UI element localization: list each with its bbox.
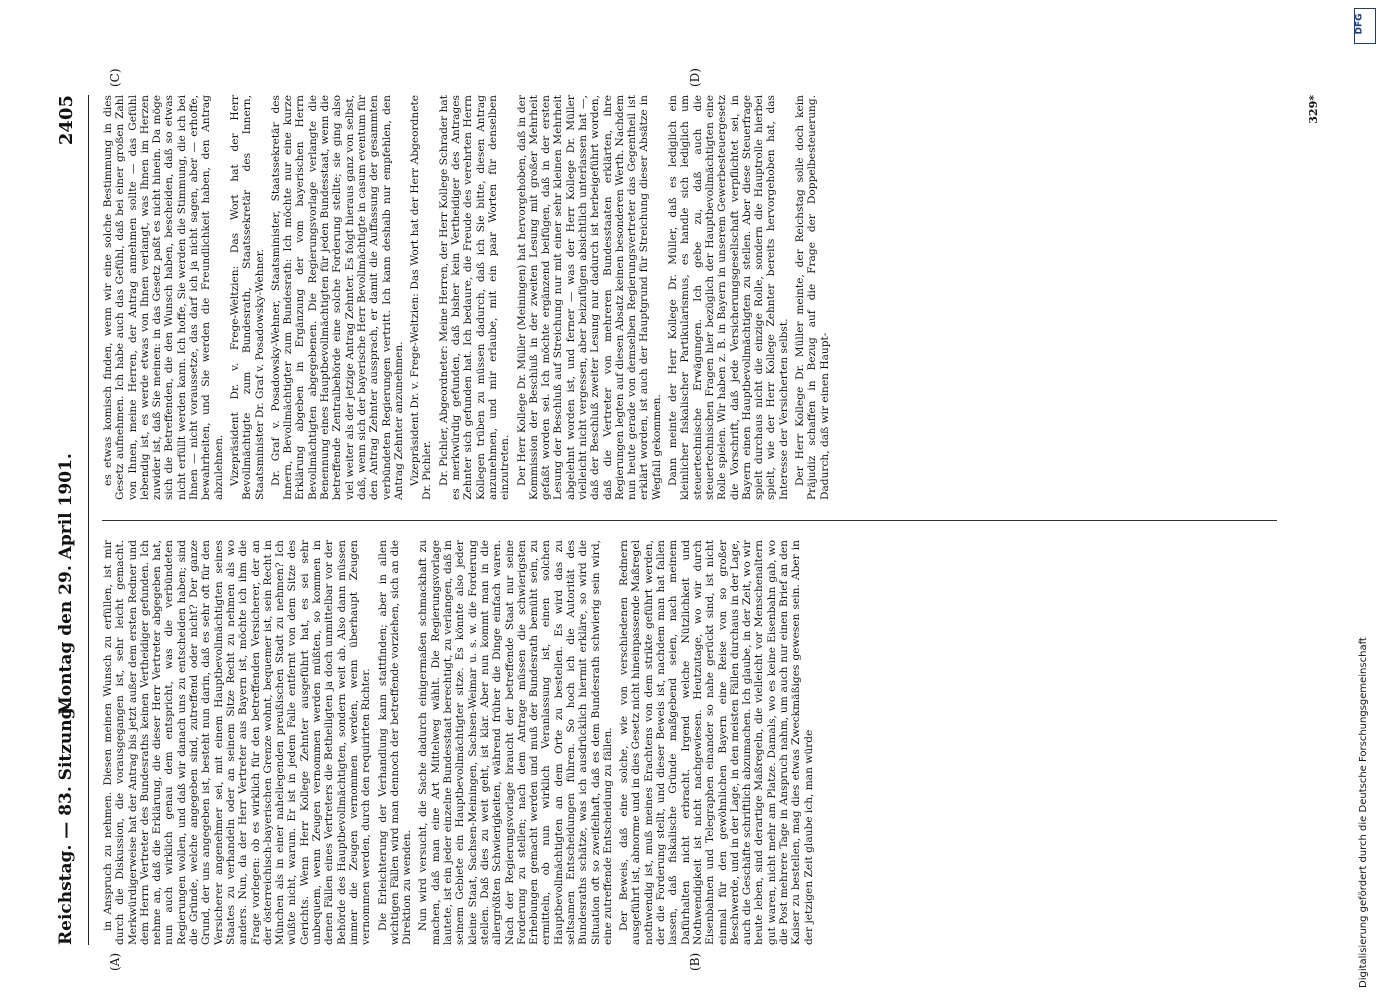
- margin-mark-c: (C): [108, 68, 122, 87]
- header-date: Montag den 29. April 1901.: [56, 453, 76, 715]
- digitization-note: Digitalisierung gefördert durch die Deutsche Forschungsgemeinschaft: [1358, 637, 1369, 988]
- paragraph: Der Herr Kollege Dr. Müller (Meiningen) hat hervorgehoben, daß in der Kommission der Beschluß in der zweiten Lesung mit großer Mehrheit gefaßt worden sei. Ich möchte ergänzend beifügen, daß in der ersten Lesung der Beschluß auf Streichung nur mit einer sehr kleinen Mehrheit abgelehnt worden ist, und ferner — was der Herr Kollege Dr. Müller vielleicht nicht vergessen, aber beizufügen absichtlich unterlassen hat —, daß der Beschluß zweiter Lesung nur dadurch ist herbeigeführt worden, daß die Vertreter von mehreren Bundesstaaten erklärten, ihre Regierungen legten auf diesen Absatz keinen besonderen Werth. Nachdem nun heute gerade von demselben Regierungsvertreter das Gegentheil ist erklärt worden, ist auch der Hauptgrund für Streichung dieser Absätze in Wegfall gekommen.: [515, 95, 663, 500]
- paragraph: Die Erleichterung der Verhandlung kann stattfinden; aber in allen wichtigen Fällen wird man dennoch der betreffende vorziehen, sich an die Direktion zu wenden.: [376, 540, 414, 945]
- page-number: 2405: [56, 95, 77, 146]
- right-column: [102, 95, 1282, 500]
- running-header: [56, 95, 84, 945]
- dfg-logo: DFG: [1354, 8, 1376, 44]
- document-page: [48, 68, 1320, 971]
- paragraph: Der Herr Kollege Dr. Müller meinte, der Reichstag solle doch kein Präjudiz schaffen in Bezug auf die Frage der Doppelbesteuerung. Dadurch, daß wir einen Haupt-: [794, 95, 831, 500]
- header-rule: [88, 95, 89, 945]
- paragraph: in Anspruch zu nehmen. Diesen meinen Wunsch zu erfüllen, ist mir durch die Diskussion, die vorausgegangen ist, sehr leicht gemacht. Merkwürdigerweise hat der Antrag bis jetzt außer dem ersten Redner und dem Herrn Vertreter des Bundesraths keinen Vertheidiger gefunden. Ich nehme an, daß die Erklärung, die dieser Herr Vertreter abgegeben hat, nun auch wirklich genau dem entspricht, was die verbündeten Regierungen wollen, und daß wir danach uns zu entscheiden haben; sind die Gründe, welche angegeben sind, zutreffend oder nicht? Der ganze Grund, der uns angegeben ist, besteht nun darin, daß es sehr oft für den Versicherer angenehmer sei, mit einem Hauptbevollmächtigten seines Staates zu verhandeln oder an seinem Sitze Recht zu nehmen als wo anders. Nun, da der Herr Vertreter aus Bayern ist, möchte ich ihm die Frage vorlegen: ob es wirklich für den betreffenden Versicherer, der an der österreichisch-bayerischen Grenze wohnt, bequemer ist, sein Recht in München als in einer naheliegenden preußischen Stadt zu nehmen? Ich wüßte nicht, warum. Er ist in jedem Falle entfernt von dem Sitze des Gerichts. Wenn Herr Kollege Zehnter ausgeführt hat, es sei sehr unbequem, wenn Zeugen vernommen werden müßten, so kommen in denen Fällen eines Vertreters die Betheiligten ja doch unmittelbar vor der Behörde des Hauptbevollmächtigten, sondern weit ab. Also dann müssen immer die Zeugen vernommen werden, wenn überhaupt Zeugen vernommen werden, durch den requirirten Richter.: [102, 540, 373, 945]
- left-column: [102, 540, 1282, 945]
- paragraph: Dr. Pichler, Abgeordneter: Meine Herren, der Herr Kollege Schrader hat es merkwürdig gefunden, daß bisher kein Vertheidiger des Antrages Zehnter sich gefunden hat. Ich bedaure, die Freude des verehrten Herrn Kollegen trüben zu müssen dadurch, daß ich Sie bitte, diesen Antrag anzunehmen, und mir erlaube, mit ein paar Worten für denselben einzutreten.: [437, 95, 512, 500]
- paragraph: Dr. Graf v. Posadowsky-Wehner, Staatsminister, Staatssekretär des Innern, Bevollmächtigter zum Bundesrath: Ich möchte nur eine kurze Erklärung abgeben in Ergänzung der vom bayerischen Herrn Bevollmächtigten abgegebenen. Die Regierungsvorlage verlangte die Benennung eines Hauptbevollmächtigten für jeden Bundesstaat, wenn die betreffende Zentralbehörde eine solche Forderung stellte; sie ging also viel weiter als der jetzige Antrag Zehnter. Es folgt hieraus ganz von selbst, daß, wenn sich der bayerische Herr Bevollmächtigte in casum eventum für den Antrag Zehnter aussprach, er damit die Auffassung der gesammten verbündeten Regierungen vertritt. Ich kann deshalb nur empfehlen, den Antrag Zehnter anzunehmen.: [269, 95, 405, 500]
- paragraph: es etwas komisch finden, wenn wir eine solche Bestimmung in dies Gesetz aufnehmen. Ich habe auch das Gefühl, daß bei einer großen Zahl von Ihnen, meine Herren, der Antrag annehmen sollte — das Gefühl lebendig ist, es werde etwas von Ihnen verlangt, was Ihnen im Herzen zuwider ist, daß Sie meinen: in das Gesetz paßt es nicht hinein. Da möge sich die Betreffenden, die den Wunsch haben, bescheiden, daß so etwas nicht erfüllt werden kann. Ich hoffe, Sie werden die Stimmung, die ich bei Ihnen — nicht voraussetze, das darf ich ja nicht sagen, aber — erhoffe, bewahrheiten, und Sie werden die Freundlichkeit haben, den Antrag abzulehnen.: [102, 95, 225, 500]
- header-session: Reichstag. — 83. Sitzung.: [56, 701, 76, 945]
- column-divider: [102, 520, 1277, 521]
- footnote-number: 329*: [1307, 95, 1320, 124]
- paragraph: Nun wird versucht, die Sache dadurch einigermaßen schmackhaft zu machen, daß man eine Art Mittelweg wählt. Die Regierungsvorlage lautete, ist ein jeder einzelne Bundesstaat berechtigt, zu verlangen, daß in seinem Gebiete ein Hauptbevollmächtigter sitze. Es könnte also jeder kleine Staat, Sachsen-Meiningen, Sachsen-Weimar u. s. w. die Forderung stellen. Daß dies zu weit geht, ist klar. Aber nun kommt man in die allergrößten Schwierigkeiten, während früher die Dinge einfach waren. Nach der Regierungsvorlage braucht der betreffende Staat nur seine Forderung zu stellen; nach dem Antrage müssen die schwierigsten Erhebungen gemacht werden und muß der Bundesrath bemüht sein, zu ermitteln, ob nun wirklich Veranlassung ist, einen solchen Hauptbevollmächtigten an dem Orte zu bestellen. Es wird das zu seltsamen Entscheidungen führen. So hoch ich die Autorität des Bundesraths schätze, was ich ausdrücklich hiermit erkläre, so wird die Situation oft so zweifelhaft, daß es dem Bundesrath schwierig sein wird, eine zutreffende Entscheidung zu fällen.: [417, 540, 614, 945]
- margin-mark-d: (D): [688, 68, 702, 87]
- margin-mark-a: (A): [108, 952, 122, 971]
- digitization-sidebar: [1352, 8, 1376, 988]
- paragraph: Dann meinte der Herr Kollege Dr. Müller, daß es lediglich ein kleinlicher fiskalischer Partikularismus, es handle sich lediglich um steuertechnische Erwägungen. Ich gebe zu, daß auch die steuertechnischen Fragen hier bezüglich der Hauptbevollmächtigten eine Rolle spielen. Wir haben z. B. in Bayern in unserem Gewerbesteuergesetz die Vorschrift, daß jede Versicherungsgesellschaft verpflichtet sei, in Bayern einen Hauptbevollmächtigten zu stellen. Aber diese Steuerfrage spielt durchaus nicht die einzige Rolle, sondern die Hauptrolle hierbei spielt, wie der Herr Kollege Zehnter bereits hervorgehoben hat, das Interesse der Versicherten selbst.: [667, 95, 790, 500]
- paragraph: Der Beweis, daß eine solche, wie von verschiedenen Rednern ausgeführt ist, abnorme und in dies Gesetz nicht hineinpassende Maßregel nothwendig ist, muß meines Erachtens von dem strikte geführt werden, der die Forderung stellt, und dieser Beweis ist, nachdem man hat fallen lassen, daß fiskalische Gründe maßgebend seien, nach meinem Dafürhalten nicht erbracht. Irgend welche Nützlichkeit und Nothwendigkeit ist nicht nachgewiesen. Heutzutage, wo wir durch Eisenbahnen und Telegraphen einander so nahe gerückt sind, ist nicht einmal für den gewöhnlichen Bayern eine Reise von so großer Beschwerde, und in der Lage, in den meisten Fällen durchaus in der Lage, auch die Geschäfte schriftlich abzumachen. Ich glaube, in der Zeit, wo wir heute leben, sind derartige Maßregeln, die vielleicht vor Menschenaltern gut waren, nicht mehr am Platze. Damals, wo es keine Eisenbahn gab, wo die Post mehrere Tage in Anspruch nahm, um auch nur einen Brief an den Kaiser zu bestellen, mag dies etwas Zweckmäßiges gewesen sein. Aber in der jetzigen Zeit glaube ich, man würde: [618, 540, 815, 945]
- margin-mark-b: (B): [688, 952, 702, 971]
- paragraph: Vizepräsident Dr. v. Frege-Weltzien: Das Wort hat der Herr Bevollmächtigte zum Bundesrath, Staatssekretär des Innern, Staatsminister Dr. Graf v. Posadowsky-Wehner.: [228, 95, 266, 500]
- paragraph: Vizepräsident Dr. v. Frege-Weltzien: Das Wort hat der Herr Abgeordnete Dr. Pichler.: [409, 95, 434, 500]
